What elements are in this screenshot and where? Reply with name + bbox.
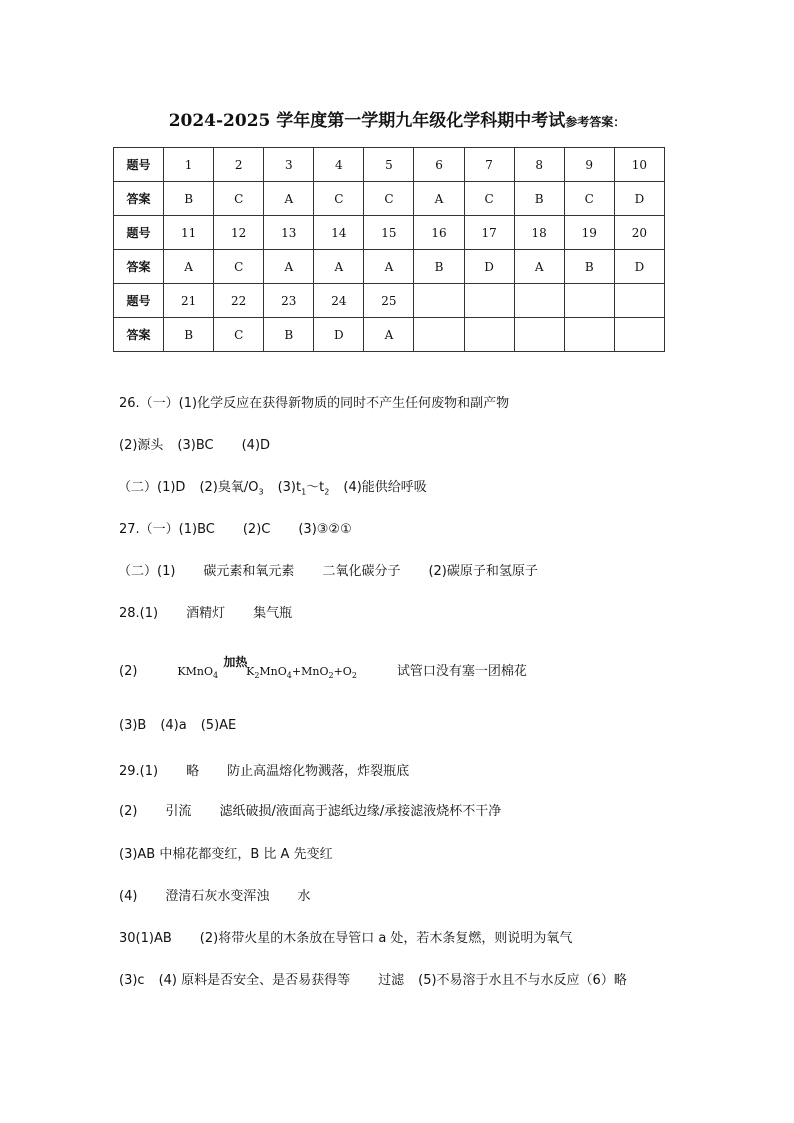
answer-28-line3: (3)B (4)a (5)AE xyxy=(119,718,237,733)
row-label: 题号 xyxy=(114,216,164,250)
table-cell xyxy=(514,284,564,318)
table-cell: A xyxy=(264,182,314,216)
table-row xyxy=(114,250,665,284)
answer-28-line1: 28.(1) 酒精灯 集气瓶 xyxy=(119,606,293,621)
table-cell: C xyxy=(464,182,514,216)
answer-29-line1: 29.(1) 略 防止高温熔化物溅落，炸裂瓶底 xyxy=(119,764,410,779)
table-cell xyxy=(464,318,514,352)
table-cell: 25 xyxy=(364,284,414,318)
table-cell: 21 xyxy=(164,284,214,318)
answer-26-line3: （二）(1)D (2)臭氧$/O_3$ $(3)t_1\sim t_2$ (4)能供给呼吸 xyxy=(118,480,427,497)
table-cell xyxy=(564,318,614,352)
table-cell xyxy=(414,284,464,318)
table-cell: 22 xyxy=(214,284,264,318)
table-cell: 19 xyxy=(564,216,614,250)
table-cell: 6 xyxy=(414,148,464,182)
table-cell: A xyxy=(414,182,464,216)
table-cell: 20 xyxy=(614,216,664,250)
answer-30-line1: 30(1)AB (2)将带火星的木条放在导管口 a 处，若木条复燃，则说明为氧气 xyxy=(119,931,573,946)
table-cell: 8 xyxy=(514,148,564,182)
table-cell: C xyxy=(314,182,364,216)
answer-27-line1: 27.（一）(1)BC (2)C (3)③②① xyxy=(119,522,352,537)
answer-26-line1: 26.（一）(1)化学反应在获得新物质的同时不产生任何废物和副产物 xyxy=(119,396,510,411)
table-cell: D xyxy=(314,318,364,352)
table-cell: 2 xyxy=(214,148,264,182)
table-row xyxy=(114,148,665,182)
answer-27-line2: （二）(1) 碳元素和氧元素 二氧化碳分子 (2)碳原子和氢原子 xyxy=(118,564,538,579)
table-cell: 5 xyxy=(364,148,414,182)
table-cell: C xyxy=(214,182,264,216)
table-cell: C xyxy=(564,182,614,216)
table-cell: A xyxy=(164,250,214,284)
answer-29-line3: (3)AB 中棉花都变红，B 比 A 先变红 xyxy=(119,847,333,862)
row-label: 答案 xyxy=(114,182,164,216)
answer-28-line2: (2) 加热 KMnO$_4$ $K_2MnO_4+MnO_2+O_2$ 试管口没有塞一团棉花 xyxy=(119,655,527,681)
table-cell xyxy=(614,284,664,318)
table-cell: 13 xyxy=(264,216,314,250)
row-label: 题号 xyxy=(114,284,164,318)
table-cell: C xyxy=(364,182,414,216)
table-cell: B xyxy=(264,318,314,352)
table-cell: 23 xyxy=(264,284,314,318)
table-row xyxy=(114,318,665,352)
table-cell: A xyxy=(314,250,364,284)
row-label: 答案 xyxy=(114,250,164,284)
table-cell: A xyxy=(364,318,414,352)
table-cell xyxy=(564,284,614,318)
table-cell: B xyxy=(564,250,614,284)
table-cell: 16 xyxy=(414,216,464,250)
table-cell: 1 xyxy=(164,148,214,182)
answer-26-line2: (2)源头 (3)BC (4)D xyxy=(119,438,271,453)
table-cell: C xyxy=(214,250,264,284)
table-cell: A xyxy=(364,250,414,284)
table-cell: 17 xyxy=(464,216,514,250)
answer-29-line2: (2) 引流 滤纸破损/液面高于滤纸边缘/承接滤液烧杯不干净 xyxy=(119,804,502,819)
title-main: 2024-2025 学年度第一学期九年级化学科期中考试 xyxy=(168,111,566,131)
table-cell: 24 xyxy=(314,284,364,318)
table-row xyxy=(114,216,665,250)
table-cell: 14 xyxy=(314,216,364,250)
table-cell: D xyxy=(614,182,664,216)
table-row xyxy=(114,284,665,318)
table-cell xyxy=(614,318,664,352)
title-suffix: 参考答案： xyxy=(565,115,626,129)
table-cell: 10 xyxy=(614,148,664,182)
table-cell: 15 xyxy=(364,216,414,250)
table-cell: A xyxy=(264,250,314,284)
table-cell: 3 xyxy=(264,148,314,182)
table-cell: A xyxy=(514,250,564,284)
table-cell xyxy=(514,318,564,352)
table-cell: B xyxy=(164,182,214,216)
table-cell: B xyxy=(164,318,214,352)
table-cell: 7 xyxy=(464,148,514,182)
table-cell: C xyxy=(214,318,264,352)
row-label: 题号 xyxy=(114,148,164,182)
table-cell: 4 xyxy=(314,148,364,182)
table-cell: D xyxy=(614,250,664,284)
table-cell: 18 xyxy=(514,216,564,250)
table-cell: 12 xyxy=(214,216,264,250)
table-row xyxy=(114,182,665,216)
answer-29-line4: (4) 澄清石灰水变浑浊 水 xyxy=(119,889,311,904)
page-title xyxy=(0,106,794,131)
chemical-equation: 加热 KMnO$_4$ $K_2MnO_4+MnO_2+O_2$ xyxy=(177,655,357,681)
answer-30-line2: (3)c (4) 原料是否安全、是否易获得等 过滤 (5)不易溶于水且不与水反应（6）略 xyxy=(119,973,627,988)
table-cell: 9 xyxy=(564,148,614,182)
answer-table xyxy=(113,147,665,352)
table-cell xyxy=(464,284,514,318)
table-cell: D xyxy=(464,250,514,284)
table-cell: B xyxy=(414,250,464,284)
row-label: 答案 xyxy=(114,318,164,352)
table-cell: 11 xyxy=(164,216,214,250)
table-cell xyxy=(414,318,464,352)
table-cell: B xyxy=(514,182,564,216)
